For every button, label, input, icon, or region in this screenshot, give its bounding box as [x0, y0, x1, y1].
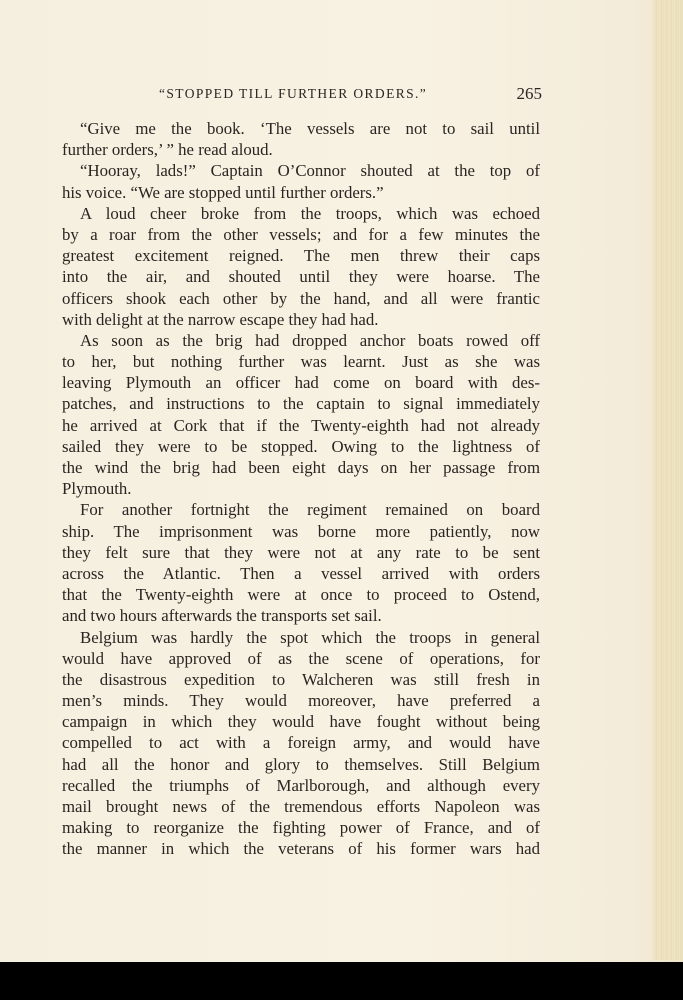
text-line: “Hooray, lads!” Captain O’Connor shouted at the top of: [80, 161, 540, 181]
text-line: by a roar from the other vessels; and for a few minutes the: [62, 224, 540, 244]
text-line: further orders,’ ” he read aloud.: [62, 140, 273, 160]
text-line: he arrived at Cork that if the Twenty-eighth had not already: [62, 415, 540, 435]
page-edge: [653, 0, 683, 960]
text-line: that the Twenty-eighth were at once to proceed to Ostend,: [62, 585, 540, 605]
scan-border: [0, 962, 683, 1000]
text-line: the manner in which the veterans of his former wars had: [62, 839, 540, 859]
text-line: to her, but nothing further was learnt. Just as she was: [62, 352, 540, 372]
text-line: greatest excitement reigned. The men threw their caps: [62, 246, 540, 266]
text-line: into the air, and shouted until they were hoarse. The: [62, 267, 540, 287]
text-line: his voice. “We are stopped until further orders.”: [62, 182, 384, 202]
text-line: with delight at the narrow escape they had had.: [62, 309, 379, 329]
text-line: had all the honor and glory to themselves. Still Belgium: [62, 754, 540, 774]
text-line: As soon as the brig had dropped anchor boats rowed off: [80, 330, 540, 350]
page-number: 265: [516, 84, 542, 103]
running-title: “STOPPED TILL FURTHER ORDERS.”: [159, 86, 428, 101]
text-line: across the Atlantic. Then a vessel arrived with orders: [62, 563, 540, 583]
text-line: recalled the triumphs of Marlborough, and although every: [62, 775, 540, 795]
text-line: they felt sure that they were not at any rate to be sent: [62, 542, 540, 562]
text-line: the disastrous expedition to Walcheren was still fresh in: [62, 669, 540, 689]
text-line: ship. The imprisonment was borne more patiently, now: [62, 521, 540, 541]
page-header: [62, 84, 542, 106]
text-line: campaign in which they would have fought without being: [62, 712, 540, 732]
text-line: For another fortnight the regiment remained on board: [80, 500, 540, 520]
text-line: leaving Plymouth an officer had come on board with des-: [62, 373, 540, 393]
text-line: making to reorganize the fighting power of France, and of: [62, 818, 540, 838]
text-line: Belgium was hardly the spot which the troops in general: [80, 627, 540, 647]
text-line: patches, and instructions to the captain to signal immediately: [62, 394, 540, 414]
body-text: [62, 118, 540, 860]
text-line: Plymouth.: [62, 479, 132, 499]
text-line: mail brought news of the tremendous efforts Napoleon was: [62, 797, 540, 816]
text-line: would have approved of as the scene of operations, for: [62, 648, 540, 668]
text-line: officers shook each other by the hand, and all were frantic: [62, 288, 540, 308]
text-line: A loud cheer broke from the troops, which was echoed: [80, 203, 540, 223]
text-line: compelled to act with a foreign army, and would have: [62, 733, 540, 753]
text-line: men’s minds. They would moreover, have preferred a: [62, 691, 540, 711]
text-line: the wind the brig had been eight days on her passage from: [62, 458, 540, 477]
text-line: sailed they were to be stopped. Owing to the lightness of: [62, 436, 540, 456]
text-line: and two hours afterwards the transports set sail.: [62, 606, 382, 626]
text-line: “Give me the book. ‘The vessels are not to sail until: [80, 119, 540, 138]
